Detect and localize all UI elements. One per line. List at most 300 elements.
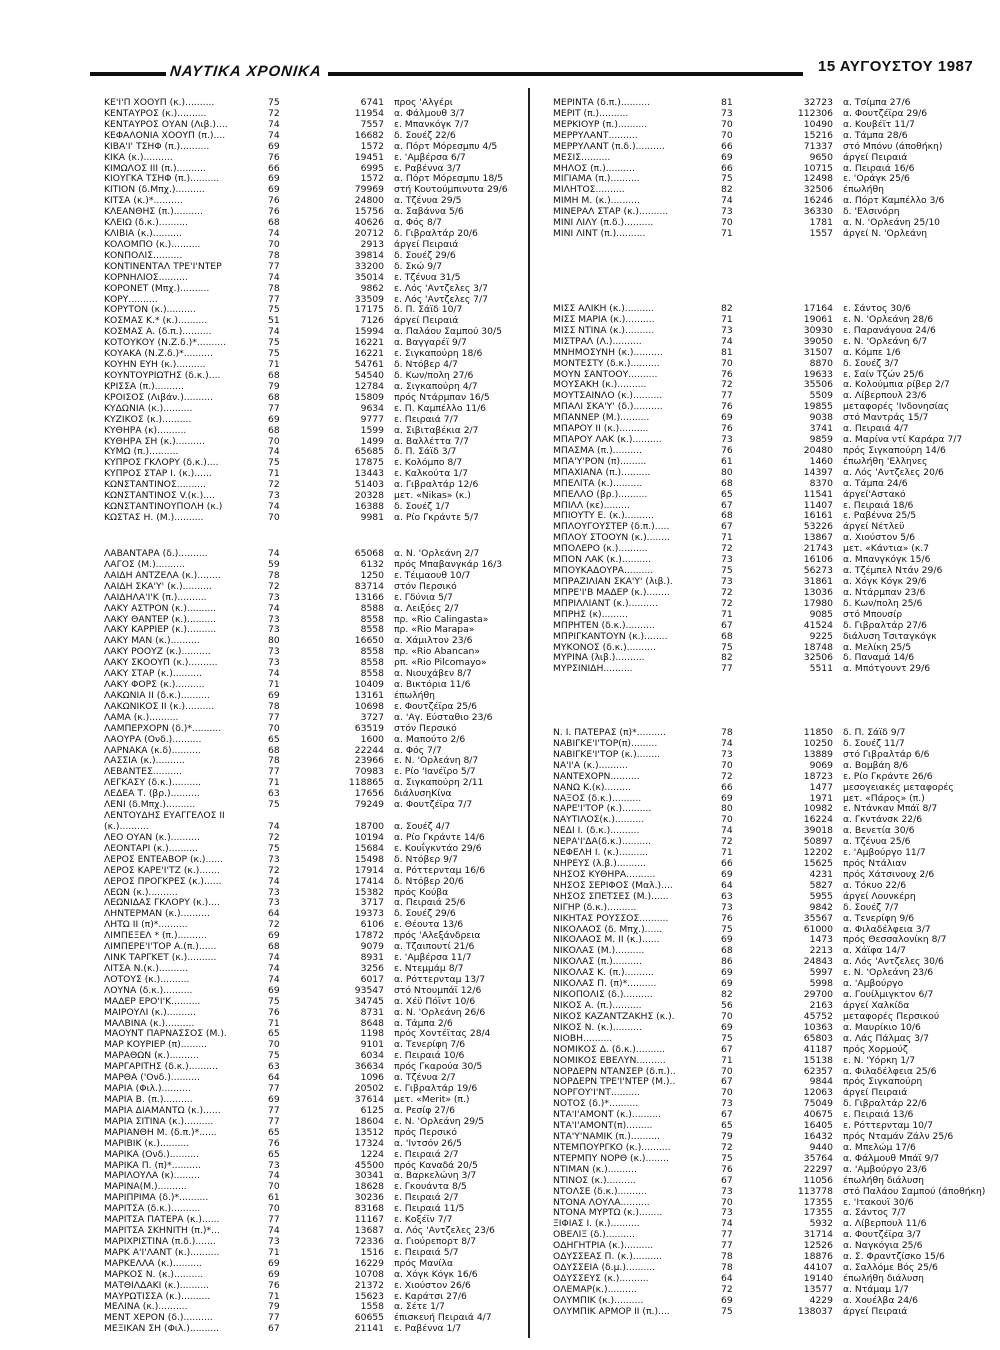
ship-name: ΜΑΡΙΝΑ(Μ.).......... — [104, 1182, 187, 1193]
ship-status: ε. Γκουάντα 8/5 — [394, 1181, 467, 1193]
build-year: 65 — [268, 733, 280, 745]
ship-status: στό Γιβραλτάρ 6/6 — [843, 748, 930, 760]
tonnage: 16388 — [354, 501, 384, 513]
ship-name: ΜΑΡΙΑΝΘΗ Μ. (δ.π.)*...... — [104, 1127, 217, 1138]
tonnage: 35764 — [803, 1152, 833, 1164]
build-year: 68 — [268, 217, 280, 229]
ship-status: άργεί Πειραιά — [843, 1087, 908, 1099]
ship-status: α. 'Ιντσόν 26/5 — [394, 1137, 462, 1149]
ship-name: ΜΟΥΝ ΣΑΝΤΟΟΥ.......... — [553, 369, 658, 380]
build-year: 77 — [268, 1083, 280, 1095]
build-year: 70 — [268, 238, 280, 250]
ship-name: ΝΟΡΓΟΥ'Ι'ΝΤ.......... — [553, 1088, 641, 1099]
build-year: 64 — [721, 1273, 733, 1284]
ship-name: ΝΟΤΟΣ (δ.)*.......... — [553, 1099, 639, 1110]
build-year: 76 — [268, 1279, 280, 1291]
ship-name: ΜΟΝΤΕΣΤΥ (δ.κ.).......... — [553, 358, 660, 369]
right-column — [553, 97, 986, 1338]
build-year: 79 — [268, 1301, 280, 1313]
ship-status: δ. 'Ελσινόρη — [843, 206, 900, 218]
tonnage: 13161 — [354, 689, 384, 701]
ship-status: ε. 'Ιτακουϊ 30/6 — [843, 1196, 914, 1208]
build-year: 66 — [268, 162, 280, 174]
tonnage: 32723 — [803, 97, 833, 108]
ship-status: στό Μπόνυ (άποθήκη) — [843, 140, 943, 152]
ship-status: δ. Παναμά 14/6 — [843, 652, 915, 664]
ship-name: ΛΑΜΠΕΡΧΟΡΝ (δ.)*.......... — [104, 723, 222, 734]
build-year: 73 — [721, 748, 733, 760]
build-year: 65 — [268, 1148, 280, 1160]
ship-status: έπωλήθη διάλυση — [843, 1174, 925, 1186]
tonnage: 10363 — [803, 1021, 833, 1033]
ship-status: ε. Σάντος 30/6 — [843, 303, 911, 314]
ship-name: ΝΑΡΕ'Ι'ΤΟΡ (κ.).......... — [553, 804, 652, 815]
ship-status: α. Γουίλμιγκτον 6/7 — [843, 989, 934, 1001]
ship-name: ΛΕΡΟΣ ΚΑΡΕ'Ι'ΤΖ (κ.)....... — [104, 865, 220, 876]
ship-status: α. Τάμπα 2/6 — [394, 1017, 453, 1029]
ship-name: ΚΟΣΜΑΣ Κ.* (κ.).......... — [104, 316, 208, 327]
ship-name: ΝΙΚΟΛΑΣ (Μ.).......... — [553, 946, 645, 957]
tonnage: 4231 — [809, 868, 833, 880]
ship-name: ΜΕΡΡΥΛΑΝΤ (π.δ.).......... — [553, 141, 665, 152]
ship-status: ε. Π. Καμπέλλο 11/6 — [394, 402, 487, 414]
ship-name: ΜΙΓΙΑΜΑ (π.).......... — [553, 174, 640, 185]
ship-name: ΝΙΚΟΣ Ν. (κ.).......... — [553, 1022, 642, 1033]
ship-status: πρός Χοντέϊτας 28/4 — [394, 1028, 491, 1040]
tonnage: 11541 — [803, 488, 833, 500]
ship-status: α. Μαυρίκιο 10/6 — [843, 1021, 921, 1033]
build-year: 74 — [268, 875, 280, 887]
build-year: 51 — [268, 315, 280, 327]
build-year: 74 — [268, 129, 280, 141]
page-header — [0, 0, 1000, 80]
tonnage: 93547 — [354, 984, 384, 996]
ship-name: ΚΟΡΝΗΛΙΟΣ.......... — [104, 272, 188, 283]
ship-status: ε. 'Οράγκ 25/6 — [843, 173, 910, 185]
ship-status: ε. Ν. 'Υόρκη 1/7 — [843, 1054, 916, 1066]
ship-status: α. Τσίμπα 27/6 — [843, 97, 911, 108]
ship-name: ΛΙΜΠΕΞΕΛ * (π.).......... — [104, 931, 207, 942]
ship-status: ε. Γδύνια 5/7 — [394, 591, 453, 603]
ship-name: ΟΒΕΛΙΞ (δ.).......... — [553, 1230, 635, 1241]
tonnage: 13889 — [803, 748, 833, 760]
ship-name: ΜΕΡΙΝΤΑ (δ.π.).......... — [553, 98, 651, 108]
ship-status: α. Χάϊφα 14/7 — [843, 945, 907, 957]
tonnage: 8731 — [360, 1006, 384, 1018]
tonnage: 19855 — [803, 401, 833, 413]
ship-name: ΜΙΛΗΤΟΣ.......... — [553, 185, 625, 196]
ship-name: ΝΙΚΟΛΑΟΣ (δ. Μπχ.)...... — [553, 924, 663, 935]
build-year: 73 — [268, 886, 280, 898]
tonnage: 30341 — [354, 1170, 384, 1182]
build-year: 72 — [268, 864, 280, 876]
build-year: 70 — [721, 1196, 733, 1208]
ship-status: δ. Σουέζ 7/7 — [843, 901, 899, 913]
ship-status: α. Κόμπε 1/6 — [843, 346, 901, 358]
build-year: 78 — [268, 755, 280, 767]
ship-status: α. Πειραιά 25/6 — [394, 897, 466, 909]
ship-status: άργεί'Αστακό — [843, 488, 906, 500]
build-year: 75 — [721, 923, 733, 935]
tonnage: 71337 — [803, 140, 833, 152]
build-year: 76 — [721, 368, 733, 380]
ship-status: α. Νιουχάβεν 8/7 — [394, 668, 472, 680]
build-year: 75 — [268, 799, 280, 811]
tonnage: 79249 — [354, 799, 384, 811]
ship-status: ε. Κοξέϊν 7/7 — [394, 1214, 453, 1226]
ship-name: ΟΔΗΓΗΤΡΙΑ (κ.).......... — [553, 1241, 654, 1252]
ship-name: ΜΙΜΗ Μ. (κ.).......... — [553, 196, 640, 207]
ship-name: ΜΑΡΚ Α'Ι'ΛΑΝΤ (κ.).......... — [104, 1247, 220, 1258]
build-year: 66 — [721, 858, 733, 870]
tonnage: 22244 — [354, 744, 384, 756]
build-year: 74 — [721, 335, 733, 347]
ship-status: α. Μαπούτο 2/6 — [394, 733, 466, 745]
ship-name: ΛΑΚΥ ΜΑΝ (κ.).......... — [104, 636, 200, 647]
ship-name: ΜΠΟΝ ΛΑΚ (κ.).......... — [553, 555, 652, 566]
build-year: 69 — [268, 689, 280, 701]
ship-name: ΜΑΡΚΟΣ Ν. (κ.).......... — [104, 1269, 204, 1280]
build-year: 69 — [721, 978, 733, 990]
build-year: 56 — [721, 1000, 733, 1011]
ship-status: ε. Πειραιά 11/5 — [394, 1203, 465, 1215]
ship-name: ΜΠΡΗΤΕΝ (δ.κ.).......... — [553, 620, 655, 631]
build-year: 76 — [268, 206, 280, 218]
ship-status: α. Ρεσίφ 27/6 — [394, 1104, 455, 1116]
ship-name: ΟΛΥΜΠΙΚ ΑΡΜΟΡ ΙΙ (π.).... — [553, 1306, 670, 1317]
ship-status: α. Βομβάη 8/6 — [843, 759, 909, 771]
ship-status: ε. Ν. 'Ορλεάνη 6/7 — [843, 335, 928, 347]
tonnage: 1558 — [360, 1301, 384, 1313]
ship-status: α. Πόρτ Μόρεσμπυ 18/5 — [394, 173, 504, 185]
tonnage: 18748 — [803, 641, 833, 653]
tonnage: 18876 — [803, 1251, 833, 1263]
ship-status: ε. Πειραιά 5/7 — [394, 1246, 459, 1258]
ship-name: ΜΑΡΘΑ ('Ονδ.).......... — [104, 1073, 200, 1084]
tonnage: 13577 — [803, 1283, 833, 1295]
tonnage: 9842 — [809, 901, 833, 913]
ship-status: ε. Πειραιά 18/6 — [843, 499, 914, 511]
header-rule-left — [90, 72, 166, 76]
ship-status: δ. Κων/πολη 25/6 — [843, 597, 923, 609]
tonnage: 15382 — [354, 886, 384, 898]
ship-name: ΝΗΡΕΥΣ (λ.β.).......... — [553, 859, 646, 870]
ship-status: δ. Κων/πολη 27/6 — [394, 370, 474, 381]
tonnage: 21743 — [803, 543, 833, 555]
ship-status: πρός Μπαβανγκάρ 16/3 — [394, 558, 503, 570]
ship-name: ΜΠΑΧΙΑΝΑ (π.).......... — [553, 467, 651, 478]
tonnage: 39050 — [803, 335, 833, 347]
ship-status: α. Βαλλέττα 7/7 — [394, 435, 469, 447]
ship-name: ΚΡΟΙΣΟΣ (Λιβάν.).......... — [104, 392, 214, 403]
ship-name: ΚΙΚΑ (κ.).......... — [104, 152, 173, 163]
ship-name: ΜΑΡΙΤΣΑ ΠΑΤΕΡΑ (κ.)...... — [104, 1215, 220, 1226]
ship-status: άργεί Πειραιά — [843, 151, 908, 163]
build-year: 69 — [721, 792, 733, 804]
build-year: 75 — [268, 97, 280, 108]
build-year: 70 — [268, 1039, 280, 1051]
build-year: 64 — [268, 908, 280, 920]
ship-name: ΚΟΥΝΤΟΥΡΙΩΤΗΣ (δ.κ.).... — [104, 371, 221, 381]
ship-status: α. Λίβερπουλ 23/6 — [843, 390, 927, 402]
tonnage: 7126 — [360, 315, 384, 327]
build-year: 71 — [721, 228, 733, 240]
ship-name: ΜΠΟΛΕΡΟ (κ.).......... — [553, 544, 648, 555]
build-year: 75 — [268, 348, 280, 360]
ship-name: ΛΕΡΟΣ ΕΝΤΕΑΒΟΡ (κ.)...... — [104, 854, 223, 865]
tonnage: 6132 — [360, 558, 384, 570]
build-year: 75 — [721, 1152, 733, 1164]
ship-status: ε. Πειραιά 10/6 — [394, 1050, 465, 1062]
build-year: 74 — [268, 602, 280, 614]
tonnage: 113778 — [797, 1185, 833, 1197]
ship-status: στή Κουτούμπινυτα 29/6 — [394, 184, 508, 196]
build-year: 73 — [268, 613, 280, 625]
tonnage: 13512 — [354, 1126, 384, 1138]
ship-name: ΜΑΡΚΕΛΛΑ (κ.).......... — [104, 1258, 203, 1269]
ship-name: ΛΑΚΥ ΡΟΟΥΖ (κ.).......... — [104, 647, 211, 658]
ship-status: α. Ρίο Γκράντε 5/7 — [394, 511, 479, 523]
tonnage: 19140 — [803, 1273, 833, 1284]
tonnage: 12784 — [354, 380, 384, 392]
ship-name: ΛΕΟ ΟΥΑΝ (κ.).......... — [104, 832, 200, 843]
ship-status: α. Πειραιά 16/6 — [843, 162, 915, 174]
ship-name: ΜΕΡΚΙΟΥΡ (π.).......... — [553, 119, 648, 130]
tonnage: 16682 — [354, 129, 384, 141]
ship-name: ΜΑΡΙΑ ΔΙΑΜΑΝΤΩ (κ.)...... — [104, 1105, 221, 1116]
ship-status: α. Ν. 'Ορλεάνη 26/6 — [394, 1006, 486, 1018]
ship-status: α. Λός 'Αντζελες 23/6 — [394, 1225, 495, 1237]
ship-status: πρός 'Αλεξάνδρεια — [394, 930, 481, 942]
ship-status: α. Μπανγκόγκ 15/6 — [843, 554, 931, 566]
ship-status: ε. Φουτζέϊρα 25/6 — [394, 700, 478, 712]
build-year: 70 — [721, 759, 733, 771]
ship-name: ΛΑΚΥ ΚΑΡΡΙΕΡ (κ.).......... — [104, 625, 217, 636]
tonnage: 1516 — [360, 1246, 384, 1258]
ship-status: α. Μαρίνα ντί Καράρα 7/7 — [843, 434, 963, 446]
build-year: 78 — [268, 569, 280, 581]
ship-name: ΜΑΡΙΚΑ Π. (π)*.......... — [104, 1160, 201, 1171]
build-year: 66 — [721, 162, 733, 174]
build-year: 68 — [268, 941, 280, 953]
build-year: 77 — [721, 663, 733, 675]
build-year: 76 — [721, 401, 733, 413]
tonnage: 32506 — [803, 652, 833, 664]
build-year: 81 — [721, 346, 733, 358]
tonnage: 65068 — [354, 548, 384, 559]
ship-status: α. Ρίο Γκράντε 14/6 — [394, 831, 485, 843]
ship-status: α. Ρόττερνταμ 16/6 — [394, 864, 486, 876]
tonnage: 61000 — [803, 923, 833, 935]
ship-name: ΜΕΞΙΚΑΝ ΣΗ (Φιλ.).......... — [104, 1324, 220, 1335]
ship-name: ΚΟΝΠΟΛΙΣ.......... — [104, 250, 183, 261]
ship-name: ΜΠΑΝΝΕΡ (Μ.).......... — [553, 413, 650, 424]
ship-name: ΚΟΛΟΜΠΟ (κ.).......... — [104, 239, 201, 250]
tonnage: 6995 — [360, 162, 384, 174]
build-year: 67 — [721, 1174, 733, 1186]
build-year: 73 — [268, 490, 280, 502]
ship-name: ΝΑ'Ι'Α (κ.).......... — [553, 760, 628, 771]
ship-status: α. Μελίκη 25/5 — [843, 641, 912, 653]
ship-name: ΛΕΔΕΑ Τ. (βρ.).......... — [104, 789, 200, 800]
tonnage: 54540 — [354, 370, 384, 381]
tonnage: 40626 — [354, 217, 384, 229]
ship-name: ΜΠΑΛΙ ΣΚΑ'Υ' (δ.).......... — [553, 402, 663, 413]
build-year: 75 — [268, 304, 280, 316]
tonnage: 10715 — [803, 162, 833, 174]
build-year: 72 — [721, 836, 733, 848]
ship-name: ΜΝΗΜΟΣΥΝΗ (κ.).......... — [553, 347, 663, 358]
ship-status: α. Χάμιλτον 23/6 — [394, 635, 473, 647]
build-year: 77 — [721, 390, 733, 402]
tonnage: 17324 — [354, 1137, 384, 1149]
ship-status: α. Χέϋ Πόϊντ 10/6 — [394, 995, 476, 1007]
ship-status: ε. Ρόττερνταμ 10/7 — [843, 1120, 933, 1132]
tonnage: 9859 — [809, 434, 833, 446]
ship-name: ΜΙΝΙ ΛΙΝΤ (π.).......... — [553, 229, 646, 240]
tonnage: 10250 — [803, 737, 833, 749]
ship-status: ε. Παρανάγουα 24/6 — [843, 324, 936, 336]
tonnage: 5998 — [809, 978, 833, 990]
tonnage: 4229 — [809, 1294, 833, 1306]
build-year: 70 — [268, 1203, 280, 1215]
ship-status: ε. 'Αμβέρσα 11/7 — [394, 952, 472, 964]
tonnage: 5932 — [809, 1218, 833, 1230]
ship-status: α. Σ. Φραντζίσκο 15/6 — [843, 1251, 945, 1263]
build-year: 63 — [721, 890, 733, 902]
ship-name: ΛΑΜΑ (κ.).......... — [104, 712, 179, 723]
ship-status: άργεί Πειραιά — [394, 315, 459, 327]
ship-status: πρ. «Rio Calingasta» — [394, 613, 489, 625]
ship-name: ΝΙΚΟΣ ΚΑΖΑΝΤΖΑΚΗΣ (κ.). — [553, 1011, 675, 1022]
build-year: 65 — [721, 1120, 733, 1132]
build-year: 69 — [268, 184, 280, 196]
ship-name: ΝΤΙΝΟΣ (κ.).......... — [553, 1175, 636, 1186]
build-year: 73 — [268, 1235, 280, 1247]
build-year: 73 — [721, 1207, 733, 1219]
ship-status: δ. Γιβραλτάρ 27/6 — [843, 619, 927, 631]
ship-name: ΜΑΡΙΚΑ (Ονδ.).......... — [104, 1149, 199, 1160]
ship-status: ε. Καράτσι 27/6 — [394, 1290, 467, 1302]
ship-status: ε. Ν. 'Ορλεάνη 8/7 — [394, 755, 479, 767]
ship-name: ΜΑΛΒΙΝΑ (κ.).......... — [104, 1018, 195, 1029]
tonnage: 1971 — [809, 792, 833, 804]
ship-status: ε. 'Αμβέρσα 6/7 — [394, 151, 466, 163]
ship-status: δ. Γιβραλτάρ 20/6 — [394, 228, 478, 240]
ship-name: ΜΠΕΛΛΟ (βρ.).......... — [553, 489, 648, 500]
ship-status: μετ. «Κάντια» (κ.7 — [843, 543, 930, 555]
ship-status: έπωλήθη διάλυση — [843, 1273, 925, 1284]
tonnage: 1198 — [360, 1028, 384, 1040]
tonnage: 8558 — [360, 613, 384, 625]
ship-name: ΛΑΡΝΑΚΑ (κ.δ).......... — [104, 745, 201, 756]
ship-name: ΛΑΚΩΝΙΑ ΙΙ (δ.κ.).......... — [104, 690, 210, 701]
ship-name: ΜΠΕΛΙΤΑ (κ.).......... — [553, 478, 643, 489]
ship-status: άργεί Χαλκίδα — [843, 1000, 910, 1011]
tonnage: 51403 — [354, 479, 384, 491]
ship-status: άργεί Πειραιά — [394, 238, 459, 250]
tonnage: 2213 — [809, 945, 833, 957]
build-year: 80 — [268, 635, 280, 647]
build-year: 82 — [721, 989, 733, 1001]
ship-status: μετ. «Merit» (π.) — [394, 1094, 470, 1105]
ship-name: ΝΑΒΙΓΚΕ'Ι'ΤΟΡ (κ.)........ — [553, 749, 661, 760]
tonnage: 35014 — [354, 271, 384, 283]
ship-name: ΟΔΥΣΣΕΑΣ Π. (κ.).......... — [553, 1252, 663, 1263]
ship-status: στό Παλάου Σαμπού (άποθήκη) — [843, 1185, 986, 1197]
ship-status: α. Φουτζέϊρα 29/6 — [843, 107, 928, 119]
ship-name: ΜΑΡΙΒΙΚ (κ.).......... — [104, 1138, 190, 1149]
ship-name: ΝΙΚΟΛΑΟΣ Μ. ΙΙ (κ.)...... — [553, 935, 660, 946]
ship-name: ΜΟΥΣΑΚΗ (κ.).......... — [553, 380, 647, 391]
tonnage: 16229 — [354, 1257, 384, 1269]
build-year: 81 — [721, 97, 733, 108]
build-year: 72 — [721, 543, 733, 555]
ship-name: ΛΗΝΤΕΡΜΑΝ (κ.).......... — [104, 909, 210, 920]
build-year: 72 — [268, 919, 280, 931]
ship-status: α. 'Αγ. Εύσταθιο 23/6 — [394, 711, 493, 723]
ship-name: ΛΑΙΔΗ ΣΚΑ'Υ' (κ.).......... — [104, 581, 212, 592]
build-year: 61 — [721, 455, 733, 467]
ship-status: α. Μπελώμ 17/6 — [843, 1141, 916, 1153]
tonnage: 13443 — [354, 468, 384, 480]
ship-name: ΛΑΚΥ ΑΣΤΡΟΝ (κ.).......... — [104, 603, 217, 614]
tonnage: 45500 — [354, 1159, 384, 1171]
ship-name: ΚΥΖΙΚΟΣ (κ.).......... — [104, 414, 192, 425]
ship-name: ΜΕΣΙΣ.......... — [553, 152, 611, 163]
build-year: 70 — [721, 1087, 733, 1099]
build-year: 72 — [721, 379, 733, 391]
ship-name: ΜΠΡΙΛΛΙΑΝΤ (κ.).......... — [553, 598, 658, 609]
ship-status: α. Πόρτ Καμπέλλο 3/6 — [843, 195, 945, 207]
build-year: 71 — [721, 608, 733, 620]
ship-status: α. Σαβάννα 5/6 — [394, 206, 464, 218]
ship-status: πρ. «Rio Abancan» — [394, 646, 480, 658]
ship-name: ΝΗΣΟΣ ΣΠΕΤΣΕΣ (Μ.)...... — [553, 891, 669, 902]
tonnage: 8370 — [809, 477, 833, 489]
tonnage: 9225 — [809, 630, 833, 642]
ship-name: ΚΟΥΑΚΑ (Ν.Ζ.δ.)*.......... — [104, 349, 213, 360]
build-year: 77 — [721, 1229, 733, 1241]
tonnage: 54761 — [354, 359, 384, 371]
build-year: 66 — [721, 140, 733, 152]
ship-name: ΛΑΣΣΙΑ (κ.).......... — [104, 756, 185, 767]
build-year: 79 — [721, 1131, 733, 1143]
ship-name: ΝΤΟΝΑ ΜΥΡΤΩ (κ.)........ — [553, 1208, 663, 1219]
ship-status: α. Βικτόρια 11/6 — [394, 679, 471, 691]
build-year: 75 — [721, 173, 733, 185]
build-year: 68 — [268, 391, 280, 403]
build-year: 72 — [268, 831, 280, 843]
ship-status: α. Τζαιπουτί 21/6 — [394, 941, 475, 953]
build-year: 70 — [268, 1181, 280, 1193]
tonnage: 10194 — [354, 831, 384, 843]
tonnage: 35506 — [803, 379, 833, 391]
ship-status: δ. Π. Σάϊδ 10/7 — [394, 304, 463, 316]
build-year: 73 — [721, 1185, 733, 1197]
build-year: 73 — [268, 853, 280, 865]
ship-name: ΝΟΜΙΚΟΣ Δ. (δ.κ.).......... — [553, 1044, 666, 1055]
ship-status: στό Μαντράς 15/7 — [843, 412, 929, 424]
build-year: 69 — [721, 868, 733, 880]
build-year: 69 — [721, 412, 733, 424]
ship-status: α. Φιλαδέλφεια 3/7 — [843, 923, 931, 935]
ship-name: ΝΗΣΟΣ ΚΥΘΗΡΑ.......... — [553, 869, 656, 880]
tonnage: 8558 — [360, 668, 384, 680]
build-year: 74 — [268, 668, 280, 680]
tonnage: 12498 — [803, 173, 833, 185]
tonnage: 1781 — [809, 217, 833, 229]
